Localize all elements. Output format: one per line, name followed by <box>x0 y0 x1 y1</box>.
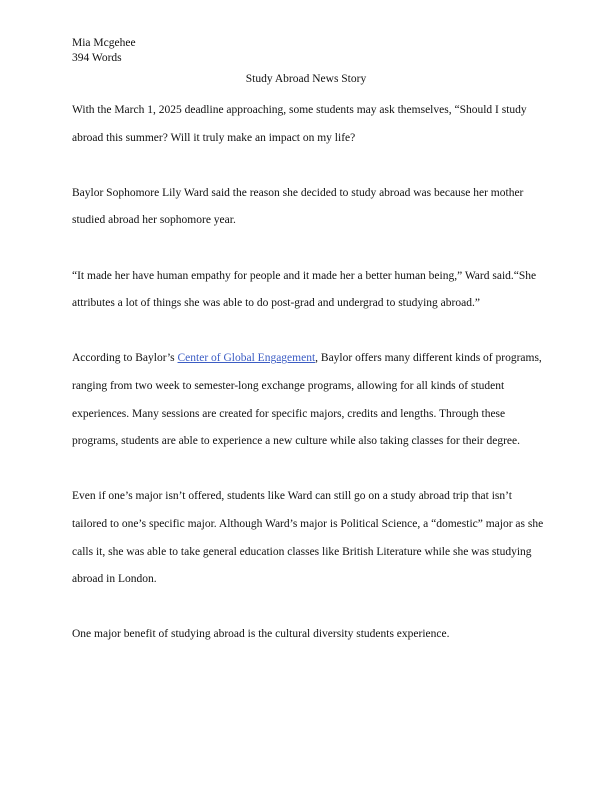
author-name: Mia Mcgehee <box>72 37 136 49</box>
paragraph: “It made her have human empathy for people and it made her a better human being,” Ward said.“She attributes a lot of things she was able to do post-grad and undergrad to studying abroad.” <box>72 269 537 310</box>
paragraph: With the March 1, 2025 deadline approaching, some students may ask themselves, “Should I study abroad this summer? Will it truly make an impact on my life? <box>72 104 527 144</box>
paragraph: Baylor Sophomore Lily Ward said the reason she decided to study abroad was because her mother studied abroad her sophomore year. <box>72 186 524 227</box>
word-count: 394 Words <box>72 52 122 64</box>
paragraph: One major benefit of studying abroad is the cultural diversity students experience. <box>72 628 450 641</box>
document-body <box>72 97 548 649</box>
center-of-global-engagement-link[interactable]: Center of Global Engagement <box>177 352 316 365</box>
document-header <box>72 36 136 66</box>
document-title: Study Abroad News Story <box>245 73 367 85</box>
paragraph: According to Baylor’s Center of Global Engagement, Baylor offers many different kinds of programs, ranging from two week to semester-long exchange programs, allowing for all kinds of student experiences. Many sessions are created for specific majors, credits and lengths. Through these programs, students are able to experience a new culture while also taking classes for their degree. <box>72 352 542 448</box>
paragraph: Even if one’s major isn’t offered, students like Ward can still go on a study abroad trip that isn’t tailored to one’s specific major. Although Ward’s major is Political Science, a “domestic” major as she calls it, she was able to take general education classes like British Literature while she was studying abroad in London. <box>72 490 544 586</box>
